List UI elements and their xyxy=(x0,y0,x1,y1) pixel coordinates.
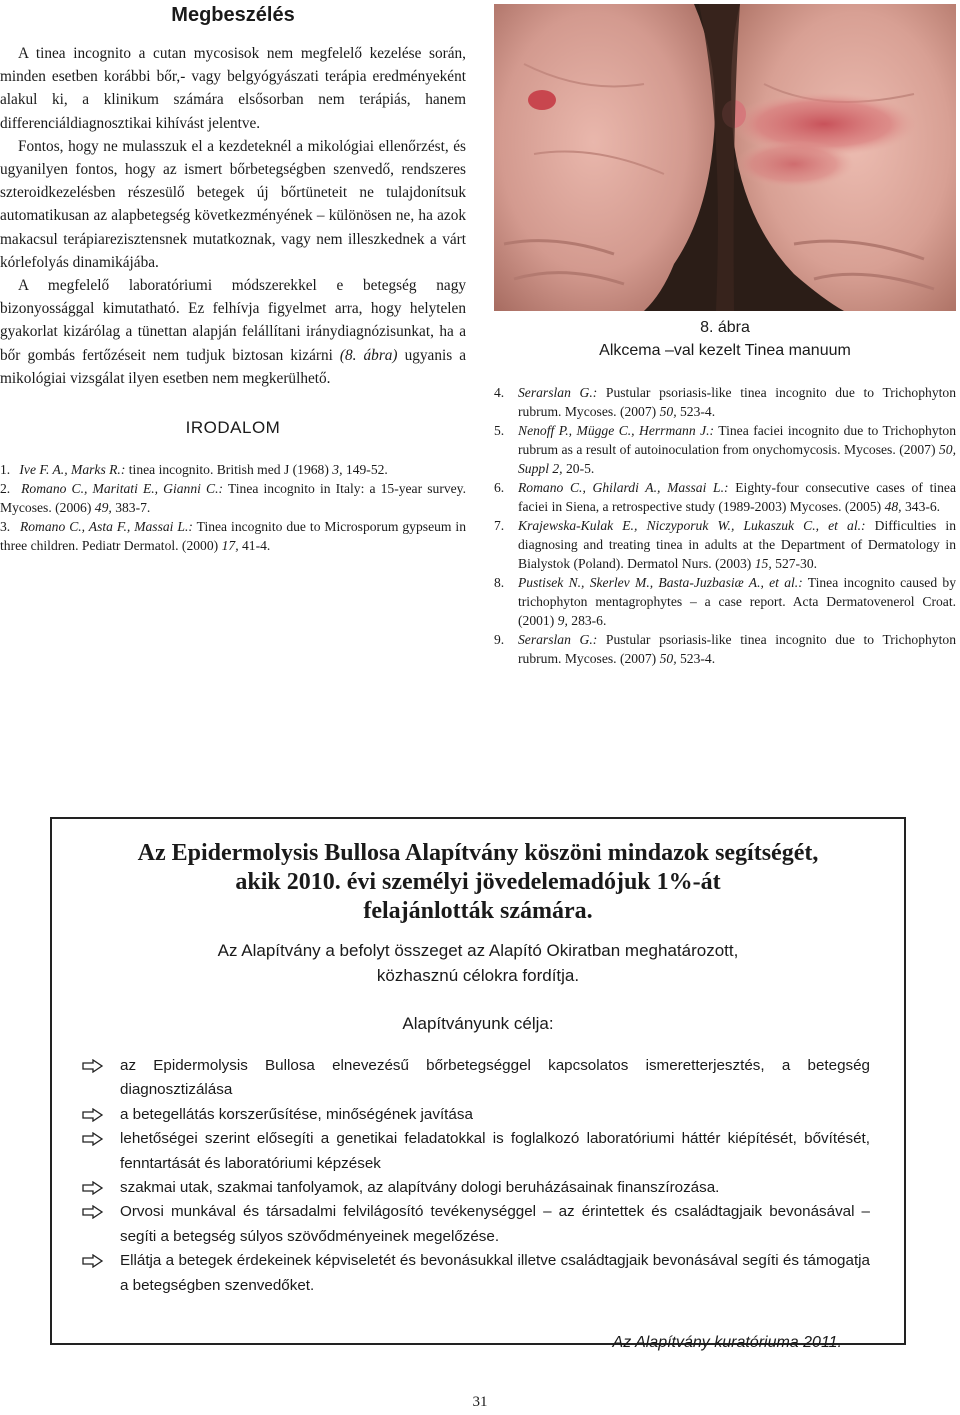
reference-item xyxy=(0,479,466,517)
reference-pages: 283-6. xyxy=(571,613,607,628)
hollow-right-arrow-icon xyxy=(82,1059,104,1073)
reference-text: Pustular psoriasis-like tinea incognito due to Trichophyton rubrum. Mycoses. (2007) xyxy=(518,632,956,666)
reference-authors: Nenoff P., Mügge C., Herrmann J.: xyxy=(518,423,715,438)
reference-text: tinea incognito. British med J (1968) xyxy=(128,462,329,478)
aim-text: a betegellátás korszerűsítése, minőségének javítása xyxy=(120,1105,473,1123)
reference-volume: 15, xyxy=(754,556,772,571)
reference-volume: 9, xyxy=(557,613,568,628)
paragraph-lab-methods-a: A megfelelő laboratóriumi módszerekkel e betegség nagy bizonyossággal kimutatható. xyxy=(0,277,466,318)
reference-text: Pustular psoriasis-like tinea incognito due to Trichophyton rubrum. Mycoses. (2007) xyxy=(518,385,956,419)
reference-pages: 523-4. xyxy=(680,651,716,666)
box-title-line: akik 2010. évi személyi jövedelemadójuk 1%-át xyxy=(235,869,721,895)
figure-reference: (8. ábra) xyxy=(339,346,398,364)
aim-text: lehetőségei szerint elősegíti a genetikai feladatokkal is foglalkozó laboratóriumi háttér kiépítését, bővítését, fenntartását és laboratóriumi képzések xyxy=(120,1130,870,1172)
page-number: 31 xyxy=(472,1394,488,1410)
reference-volume: 48, xyxy=(884,499,902,514)
box-title-line: felajánlották számára. xyxy=(363,898,593,924)
aims-list xyxy=(52,1054,904,1298)
reference-volume: 3, xyxy=(332,462,343,478)
paragraph-lab-methods xyxy=(0,274,466,390)
reference-item xyxy=(494,516,956,573)
reference-item xyxy=(494,478,956,516)
reference-number: 1. xyxy=(0,462,11,478)
aim-item xyxy=(82,1127,870,1176)
box-signature: Az Alapítvány kuratóriuma 2011. xyxy=(612,1334,842,1352)
reference-item xyxy=(494,421,956,478)
reference-volume: 17, xyxy=(221,538,239,554)
reference-text: Difficulties in diagnosing and treating tinea in adults at the Department of Dermatology in Bialystok (Poland). Dermatol Nurs. (2003) xyxy=(518,518,956,571)
aim-text: szakmai utak, szakmai tanfolyamok, az alapítvány dologi beruházásainak finanszírozása. xyxy=(120,1179,720,1197)
references-title: IRODALOM xyxy=(185,418,281,438)
reference-pages: 523-4. xyxy=(680,404,716,419)
reference-pages: 149-52. xyxy=(345,462,388,478)
hollow-right-arrow-icon xyxy=(82,1132,104,1146)
reference-text: Tinea incognito caused by trichophyton mentagrophytes – a case report. Acta Dermatovenerol Croat. (2001) xyxy=(518,575,957,628)
reference-authors: Serarslan G.: xyxy=(518,385,598,400)
paragraph-mycology-check: Fontos, hogy ne mulasszuk el a kezdeteknél a mikológiai ellenőrzést, és ugyanilyen fontos, hogy az ismert bőrbetegségben szenvedő, rendszeres szteroidkezelésben részesülő betegek új bőrtüneteit ne tulajdonítsuk automatikusan az alapbetegség következményének – különösen ne, ha azok makacsul terápiarezisztensnek mutatkoznak, vagy nem illeszkednek a várt kórlefolyás dinamikájába. xyxy=(0,137,466,271)
reference-volume: 50, xyxy=(659,404,677,419)
aims-title: Alapítványunk célja: xyxy=(402,1014,554,1033)
box-title xyxy=(52,839,904,926)
reference-item xyxy=(0,517,466,555)
aim-item xyxy=(82,1249,870,1298)
left-column xyxy=(0,0,466,555)
palms-photo-illustration xyxy=(494,4,956,311)
reference-authors: Ive F. A., Marks R.: xyxy=(19,462,126,478)
reference-authors: Pustisek N., Skerlev M., Basta-Juzbasiæ A., et al.: xyxy=(518,575,803,590)
aim-item xyxy=(82,1200,870,1249)
paragraph-lab-methods-b: Ez felhívja figyelmet arra, hogy helytelen gyakorlat kizárólag a tünettan alapján felállítani iránydiagnózisunkat, ha a bőr gombás fertőzéseit nem tudjuk biztosan kizárni xyxy=(0,300,466,364)
paragraph-lab-methods-c: ugyanis a mikológiai vizsgálat ilyen esetben nem megkerülhető. xyxy=(0,346,467,387)
reference-authors: Krajewska-Kulak E., Niczyporuk W., Lukaszuk C., et al.: xyxy=(518,518,866,533)
reference-number: 2. xyxy=(0,481,11,497)
reference-text: Tinea faciei incognito due to Trichophyton rubrum as a result of autoinoculation from onychomycosis. Mycoses. (2007) xyxy=(518,423,957,457)
paragraph-intro: A tinea incognito a cutan mycosisok nem megfelelő kezelése során, minden esetben korábbi bőr,- vagy belgyógyászati terápia eredményeként alakul ki, a klinikum számára elsősorban nem terápiás, hanem differenciáldiagnosztikai kihívást jelentve. xyxy=(0,45,466,132)
aim-item xyxy=(82,1103,870,1127)
right-column xyxy=(494,0,956,668)
reference-text: Tinea incognito in Italy: a 15-year survey. Mycoses. (2006) xyxy=(0,481,466,516)
reference-pages: 20-5. xyxy=(565,461,595,476)
aim-item xyxy=(82,1054,870,1103)
reference-item xyxy=(494,630,956,668)
reference-authors: Romano C., Asta F., Massai L.: xyxy=(19,519,193,535)
reference-number: 9. xyxy=(494,632,505,647)
reference-pages: 343-6. xyxy=(904,499,941,514)
aim-text: az Epidermolysis Bullosa elnevezésű bőrbetegséggel kapcsolatos ismeretterjesztés, a betegség diagnosztizálása xyxy=(120,1057,870,1099)
clinical-photo-palms xyxy=(494,4,956,311)
reference-authors: Romano C., Maritati E., Gianni C.: xyxy=(21,481,224,497)
box-subtitle xyxy=(52,938,904,988)
hollow-right-arrow-icon xyxy=(82,1205,104,1219)
reference-authors: Serarslan G.: xyxy=(518,632,598,647)
reference-text: Eighty-four consecutive cases of tinea faciei in Siena, a retrospective study (1989-2003) Mycoses. (2005) xyxy=(518,480,956,514)
foundation-notice-box xyxy=(50,817,906,1352)
hollow-right-arrow-icon xyxy=(82,1181,104,1195)
aim-text: Orvosi munkával és társadalmi felvilágosító tevékenységgel – az érintettek és családtagjaik bevonásával – segíti a betegség súlyos szövődményeinek megelőzése. xyxy=(120,1203,870,1245)
reference-item xyxy=(494,383,956,421)
section-title: Megbeszélés xyxy=(171,4,295,26)
reference-number: 3. xyxy=(0,519,11,535)
references-list-left xyxy=(0,460,466,555)
reference-number: 5. xyxy=(494,423,505,438)
reference-volume: 49, xyxy=(94,500,112,516)
reference-number: 8. xyxy=(494,575,505,590)
references-list-right xyxy=(494,383,956,668)
reference-number: 6. xyxy=(494,480,505,495)
reference-pages: 383-7. xyxy=(115,500,151,516)
aim-text: Ellátja a betegek érdekeinek képviseletét és bevonásukkal illetve családtagjaik bevonásával segíti és támogatja a betegségben szenvedőket. xyxy=(120,1252,870,1294)
aim-item xyxy=(82,1176,870,1200)
reference-pages: 527-30. xyxy=(775,556,818,571)
hollow-right-arrow-icon xyxy=(82,1254,104,1268)
figure-number: 8. ábra xyxy=(700,319,750,336)
hollow-right-arrow-icon xyxy=(82,1108,104,1122)
reference-item xyxy=(494,573,956,630)
reference-text: Tinea incognito due to Microsporum gypseum in three children. Pediatr Dermatol. (2000) xyxy=(0,519,466,554)
reference-volume: 50, Suppl 2, xyxy=(518,442,956,476)
reference-number: 7. xyxy=(494,518,505,533)
box-subtitle-line: közhasznú célokra fordítja. xyxy=(376,966,580,985)
box-subtitle-line: Az Alapítvány a befolyt összeget az Alapító Okiratban meghatározott, xyxy=(217,941,739,960)
box-title-line: Az Epidermolysis Bullosa Alapítvány köszöni mindazok segítségét, xyxy=(137,840,819,866)
reference-item xyxy=(0,460,466,479)
reference-volume: 50, xyxy=(659,651,677,666)
reference-pages: 41-4. xyxy=(242,538,271,554)
figure-caption: Alkcema –val kezelt Tinea manuum xyxy=(599,342,851,359)
reference-authors: Romano C., Ghilardi A., Massai L.: xyxy=(518,480,729,495)
reference-number: 4. xyxy=(494,385,505,400)
